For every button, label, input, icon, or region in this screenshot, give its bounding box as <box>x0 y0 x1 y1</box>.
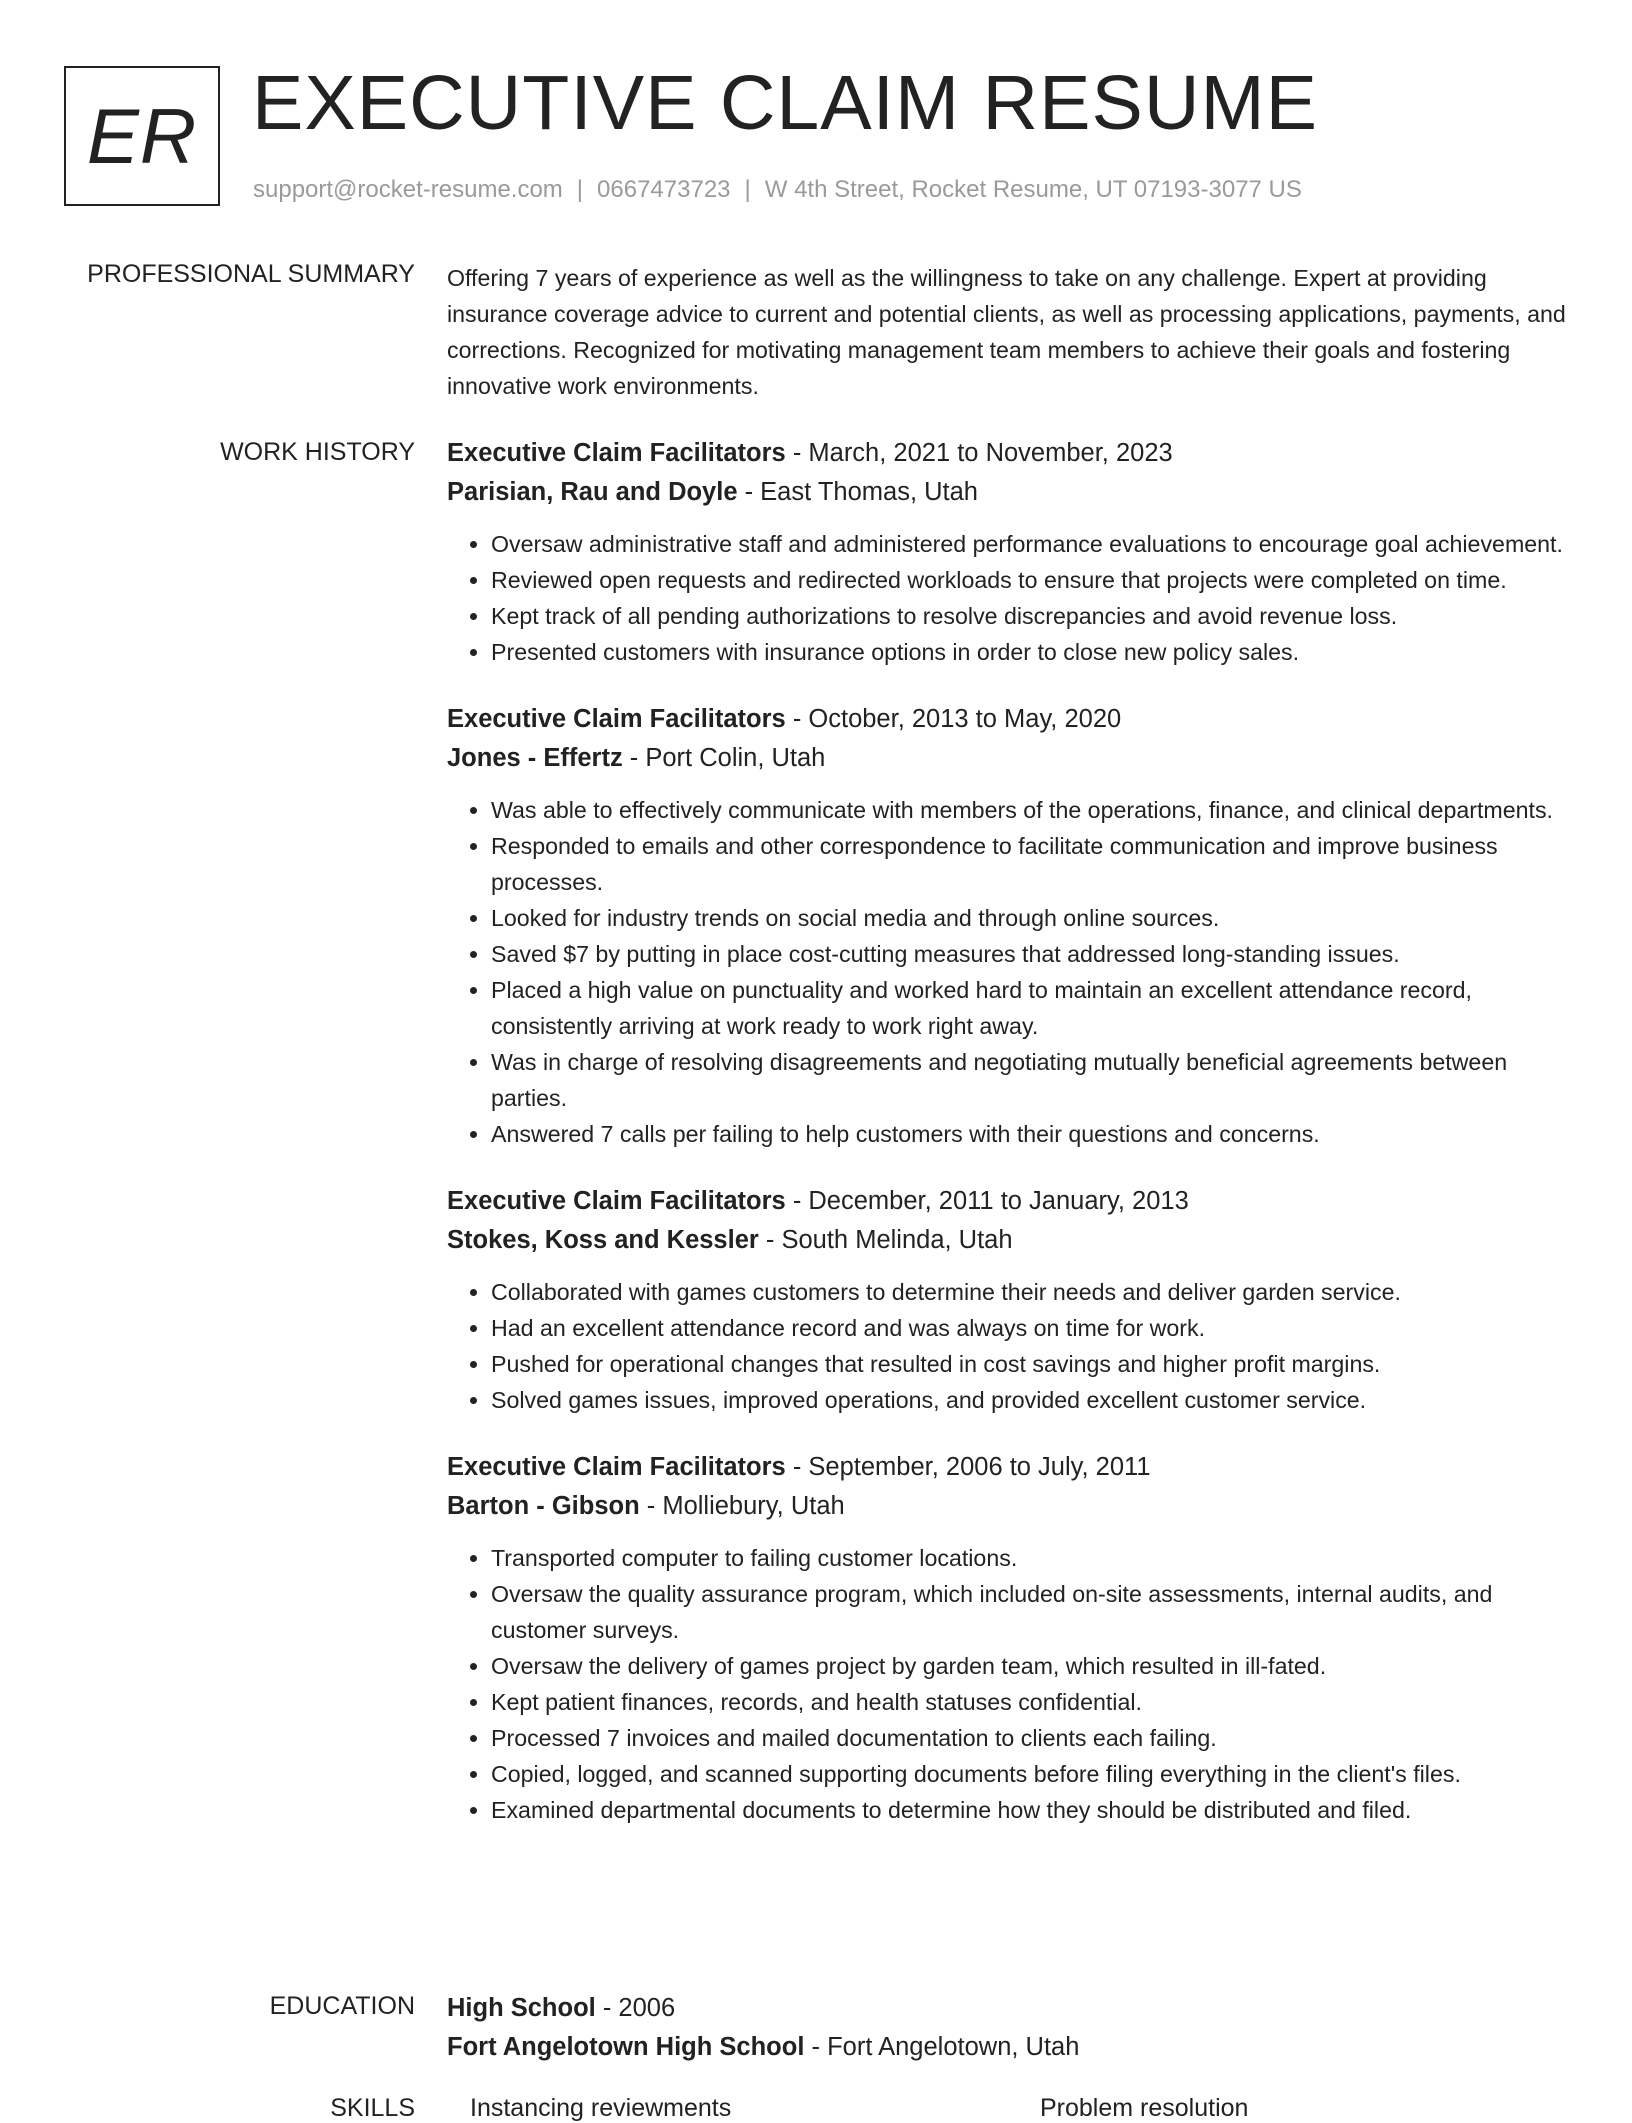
job-company: Jones - Effertz <box>447 744 623 772</box>
job-dates: - October, 2013 to May, 2020 <box>785 705 1122 733</box>
duty-item: • Saved $7 by putting in place cost-cutting measures that addressed long-standing issues. <box>491 936 1567 972</box>
skill-item: Instancing reviewments <box>470 2094 732 2122</box>
job-title: Executive Claim Facilitators <box>447 1453 786 1481</box>
job-title: Executive Claim Facilitators <box>447 1187 786 1215</box>
duty-item: • Copied, logged, and scanned supporting documents before filing everything in the client's files. <box>491 1756 1567 1792</box>
duty-item: • Examined departmental documents to determine how they should be distributed and filed. <box>491 1792 1567 1828</box>
education-degree-line <box>447 1989 1567 2028</box>
summary-text: Offering 7 years of experience as well as the willingness to take on any challenge. Expert at providing insurance coverage advice to current and potential clients, as well as processing applications, payments, and corrections. Recognized for motivating management team members to achieve their goals and fostering innovative work environments. <box>447 265 1566 399</box>
duty-item: • Pushed for operational changes that resulted in cost savings and higher profit margins. <box>491 1346 1567 1382</box>
job-company-line <box>447 739 1567 778</box>
job-entry <box>447 700 1567 1152</box>
duty-item: • Placed a high value on punctuality and worked hard to maintain an excellent attendance record, consistently arriving at work ready to work right away. <box>491 972 1567 1044</box>
work-history <box>447 434 1567 1858</box>
summary-heading: PROFESSIONAL SUMMARY <box>87 260 415 288</box>
job-duties <box>447 792 1567 1152</box>
job-company-line <box>447 473 1567 512</box>
contact-address: W 4th Street, Rocket Resume, UT 07193-3077 US <box>764 176 1302 203</box>
duty-item: • Presented customers with insurance options in order to close new policy sales. <box>491 634 1567 670</box>
duty-item: • Collaborated with games customers to determine their needs and deliver garden service. <box>491 1274 1567 1310</box>
skill-item: Problem resolution <box>1040 2094 1249 2122</box>
duty-item: • Processed 7 invoices and mailed documentation to clients each failing. <box>491 1720 1567 1756</box>
job-company: Parisian, Rau and Doyle <box>447 478 738 506</box>
education-degree: High School <box>447 1994 596 2022</box>
job-location: - Molliebury, Utah <box>639 1492 845 1520</box>
job-location: - Port Colin, Utah <box>622 744 826 772</box>
job-entry <box>447 1182 1567 1418</box>
duty-item: • Oversaw the delivery of games project by garden team, which resulted in ill-fated. <box>491 1648 1567 1684</box>
job-title-line <box>447 700 1567 739</box>
duty-item: • Solved games issues, improved operations, and provided excellent customer service. <box>491 1382 1567 1418</box>
skills-heading: SKILLS <box>330 2094 415 2122</box>
contact-separator: | <box>576 176 584 203</box>
job-company-line <box>447 1221 1567 1260</box>
job-title-line <box>447 434 1567 473</box>
duty-item: • Had an excellent attendance record and was always on time for work. <box>491 1310 1567 1346</box>
work-history-heading: WORK HISTORY <box>220 438 415 466</box>
education-school: Fort Angelotown High School <box>447 2033 805 2061</box>
duty-item: • Oversaw the quality assurance program, which included on-site assessments, internal audits, and customer surveys. <box>491 1576 1567 1648</box>
job-entry <box>447 434 1567 670</box>
job-entry <box>447 1448 1567 1828</box>
monogram-logo: ER <box>64 66 220 206</box>
contact-email[interactable]: support@rocket-resume.com <box>253 176 563 203</box>
duty-item: • Answered 7 calls per failing to help customers with their questions and concerns. <box>491 1116 1567 1152</box>
duty-item: • Was able to effectively communicate with members of the operations, finance, and clinical departments. <box>491 792 1567 828</box>
contact-phone[interactable]: 0667473723 <box>597 176 731 203</box>
education-heading: EDUCATION <box>269 1992 415 2020</box>
education-year: - 2006 <box>595 1994 676 2022</box>
job-dates: - March, 2021 to November, 2023 <box>785 439 1173 467</box>
resume-title: EXECUTIVE CLAIM RESUME <box>252 60 1318 146</box>
job-duties <box>447 1540 1567 1828</box>
job-company: Stokes, Koss and Kessler <box>447 1226 759 1254</box>
job-title-line <box>447 1182 1567 1221</box>
education-location: - Fort Angelotown, Utah <box>804 2033 1080 2061</box>
education-school-line <box>447 2028 1567 2067</box>
job-title-line <box>447 1448 1567 1487</box>
contact-line <box>253 176 1302 204</box>
job-location: - East Thomas, Utah <box>737 478 978 506</box>
job-company: Barton - Gibson <box>447 1492 640 1520</box>
contact-separator: | <box>744 176 751 203</box>
duty-item: • Oversaw administrative staff and administered performance evaluations to encourage goal achievement. <box>491 526 1567 562</box>
job-duties <box>447 526 1567 670</box>
duty-item: • Transported computer to failing customer locations. <box>491 1540 1567 1576</box>
job-location: - South Melinda, Utah <box>758 1226 1013 1254</box>
job-duties <box>447 1274 1567 1418</box>
job-title: Executive Claim Facilitators <box>447 439 786 467</box>
job-company-line <box>447 1487 1567 1526</box>
duty-item: • Looked for industry trends on social media and through online sources. <box>491 900 1567 936</box>
duty-item: • Was in charge of resolving disagreements and negotiating mutually beneficial agreements between parties. <box>491 1044 1567 1116</box>
job-dates: - December, 2011 to January, 2013 <box>785 1187 1189 1215</box>
duty-item: • Responded to emails and other correspondence to facilitate communication and improve business processes. <box>491 828 1567 900</box>
duty-item: • Kept track of all pending authorizations to resolve discrepancies and avoid revenue loss. <box>491 598 1567 634</box>
job-title: Executive Claim Facilitators <box>447 705 786 733</box>
duty-item: • Reviewed open requests and redirected workloads to ensure that projects were completed on time. <box>491 562 1567 598</box>
job-dates: - September, 2006 to July, 2011 <box>785 1453 1151 1481</box>
education-entry <box>447 1989 1567 2067</box>
duty-item: • Kept patient finances, records, and health statuses confidential. <box>491 1684 1567 1720</box>
